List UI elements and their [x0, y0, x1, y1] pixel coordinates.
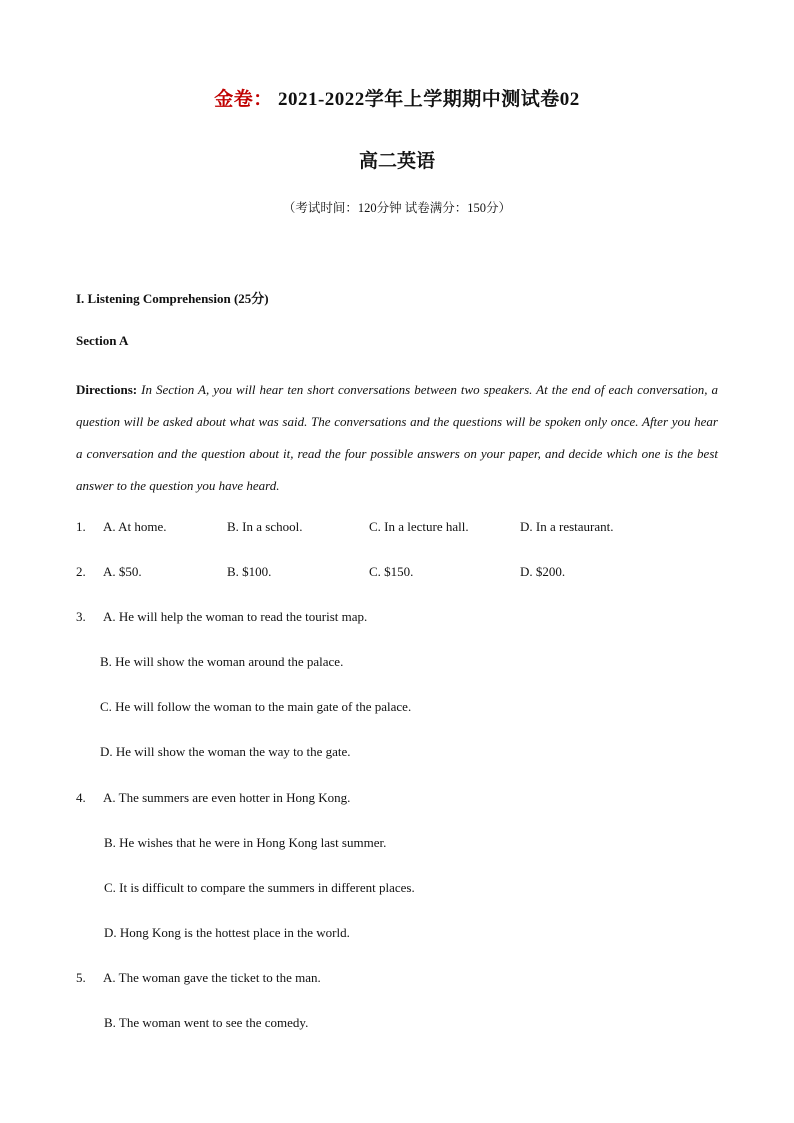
option-b: B. He wishes that he were in Hong Kong last summer.	[104, 835, 387, 850]
page-title	[0, 84, 794, 111]
directions-text: In Section A, you will hear ten short conversations between two speakers. At the end of each conversation, a question will be asked about what was said. The conversations and the questions will be spoken only once. After you hear a conversation and the question about it, read the four possible answers on your paper, and decide which one is the best answer to the question you have heard.	[76, 382, 718, 493]
question-number: 1.	[76, 519, 86, 534]
option-c: C. $150.	[369, 564, 414, 579]
option-a: A. He will help the woman to read the tourist map.	[103, 609, 368, 624]
option-c: C. In a lecture hall.	[369, 519, 469, 534]
option-c: C. He will follow the woman to the main gate of the palace.	[100, 699, 412, 714]
subject-title: 高二英语	[358, 151, 435, 172]
section-heading: Section A	[76, 333, 129, 348]
directions-label: Directions:	[76, 382, 138, 397]
option-b: B. He will show the woman around the palace.	[100, 654, 344, 669]
question-number: 4.	[76, 790, 86, 805]
exam-info: （考试时间：120分钟 试卷满分：150分）	[282, 201, 512, 215]
option-d: D. Hong Kong is the hottest place in the world.	[104, 925, 350, 940]
option-d: D. In a restaurant.	[520, 519, 614, 534]
option-a: A. The woman gave the ticket to the man.	[103, 970, 321, 985]
option-a: A. $50.	[103, 564, 142, 579]
option-b: B. The woman went to see the comedy.	[104, 1015, 309, 1030]
title-text: 2021-2022学年上学期期中测试卷02	[277, 89, 580, 110]
option-a: A. At home.	[103, 519, 167, 534]
directions	[76, 374, 718, 502]
option-d: D. He will show the woman the way to the gate.	[100, 744, 351, 759]
option-d: D. $200.	[520, 564, 566, 579]
question-number: 3.	[76, 609, 86, 624]
option-b: B. $100.	[227, 564, 272, 579]
option-a: A. The summers are even hotter in Hong Kong.	[103, 790, 351, 805]
option-b: B. In a school.	[227, 519, 303, 534]
brand-label: 金卷：	[214, 89, 273, 110]
part-heading: I. Listening Comprehension (25分)	[76, 291, 269, 306]
option-c: C. It is difficult to compare the summers in different places.	[104, 880, 415, 895]
question-number: 2.	[76, 564, 86, 579]
question-number: 5.	[76, 970, 86, 985]
